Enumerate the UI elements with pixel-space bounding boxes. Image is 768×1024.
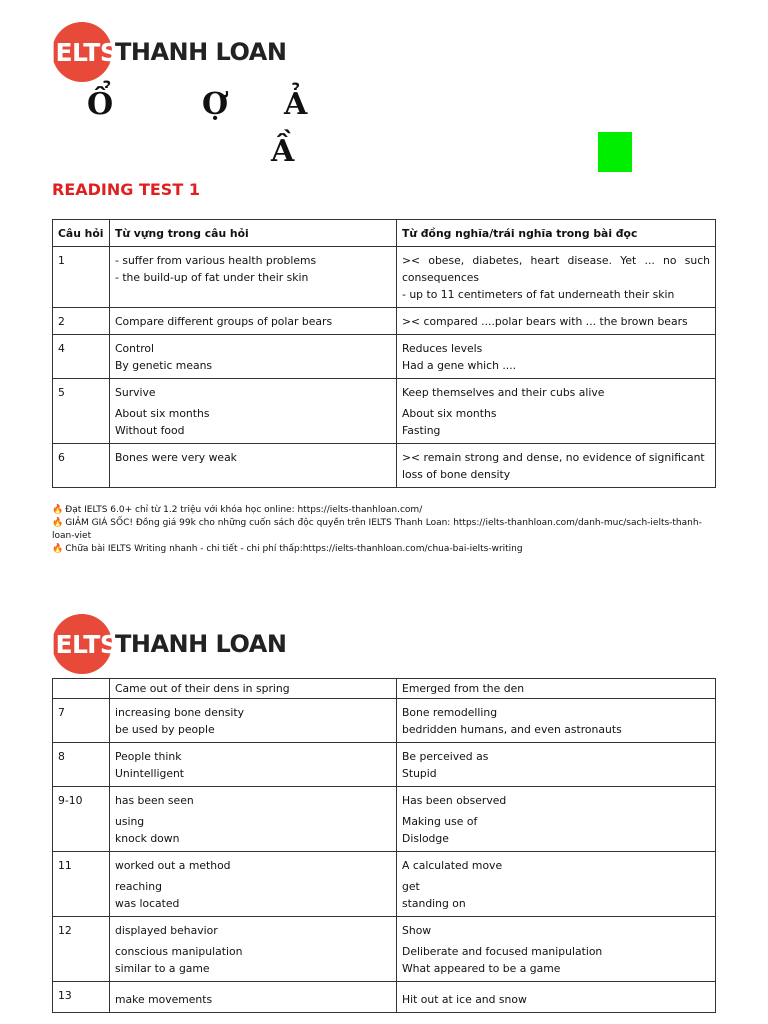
table-row xyxy=(53,743,716,787)
vocab-line: was located xyxy=(115,897,180,910)
vocab-line: be used by people xyxy=(115,723,215,736)
question-number: 11 xyxy=(53,852,110,917)
question-vocab xyxy=(110,679,397,699)
vocab-line: Without food xyxy=(115,424,185,437)
brand-logo xyxy=(46,22,287,82)
question-vocab xyxy=(110,308,397,335)
promo-course-link[interactable]: Đạt IELTS 6.0+ chỉ từ 1.2 triệu với khóa học online: https://ielts-thanhloan.com/ xyxy=(65,505,423,515)
vocab-table-2 xyxy=(52,678,716,1013)
synonym-line: Had a gene which .... xyxy=(402,359,517,372)
question-vocab xyxy=(110,917,397,982)
question-vocab xyxy=(110,852,397,917)
vocab-line: Compare different groups of polar bears xyxy=(115,315,333,328)
vocab-line: has been seen xyxy=(115,794,194,807)
question-vocab xyxy=(110,982,397,1013)
promo-line xyxy=(52,517,716,543)
vocab-line: increasing bone density xyxy=(115,706,244,719)
synonym-line: Emerged from the den xyxy=(402,682,525,695)
question-vocab xyxy=(110,787,397,852)
question-vocab xyxy=(110,743,397,787)
table-row xyxy=(53,247,716,308)
question-number: 8 xyxy=(53,743,110,787)
passage-synonyms xyxy=(397,852,716,917)
table-row xyxy=(53,444,716,488)
vocab-line: People think xyxy=(115,750,182,763)
flame-icon: 🔥 xyxy=(52,505,64,515)
passage-synonyms xyxy=(397,743,716,787)
header-question-vocab: Từ vựng trong câu hỏi xyxy=(110,220,397,247)
promo-line xyxy=(52,504,716,517)
question-number: 4 xyxy=(53,335,110,379)
passage-synonyms xyxy=(397,917,716,982)
header-glyph-3: Ả xyxy=(284,87,308,122)
promo-line xyxy=(52,543,716,556)
synonym-line: About six months xyxy=(402,407,497,420)
question-number: 5 xyxy=(53,379,110,444)
table-row xyxy=(53,679,716,699)
vocab-line: Control xyxy=(115,342,155,355)
passage-synonyms xyxy=(397,308,716,335)
table-row xyxy=(53,699,716,743)
vocab-line: reaching xyxy=(115,880,162,893)
vocab-line: About six months xyxy=(115,407,210,420)
brand-name: THANH LOAN xyxy=(115,38,287,66)
brand-badge: IELTS xyxy=(52,22,112,82)
vocab-line: By genetic means xyxy=(115,359,213,372)
question-vocab xyxy=(110,247,397,308)
vocab-table-1 xyxy=(52,219,716,488)
vocab-line: using xyxy=(115,815,145,828)
question-number: 9-10 xyxy=(53,787,110,852)
promo-writing-link[interactable]: Chữa bài IELTS Writing nhanh - chi tiết - chi phí thấp:https://ielts-thanhloan.com/chua-bai-ielts-writing xyxy=(65,544,523,554)
question-vocab xyxy=(110,379,397,444)
synonym-line: >< compared ....polar bears with ... the brown bears xyxy=(402,315,688,328)
vocab-line: knock down xyxy=(115,832,180,845)
vocab-line: - the build-up of fat under their skin xyxy=(115,271,309,284)
question-number: 2 xyxy=(53,308,110,335)
table-row xyxy=(53,335,716,379)
question-number: 6 xyxy=(53,444,110,488)
synonym-line: Bone remodelling xyxy=(402,706,498,719)
promo-books-link[interactable]: GIẢM GIÁ SỐC! Đồng giá 99k cho những cuốn sách độc quyền trên IELTS Thanh Loan: https://ielts-thanhloan.com/danh-muc/sach-ielts-thanh-loan-viet xyxy=(52,518,702,541)
green-block xyxy=(598,132,632,172)
synonym-line: bedridden humans, and even astronauts xyxy=(402,723,622,736)
synonym-line: standing on xyxy=(402,897,466,910)
flame-icon: 🔥 xyxy=(52,518,64,528)
vocab-line: - suffer from various health problems xyxy=(115,254,317,267)
vocab-line: conscious manipulation xyxy=(115,945,243,958)
passage-synonyms xyxy=(397,247,716,308)
synonym-line: A calculated move xyxy=(402,859,503,872)
passage-synonyms xyxy=(397,335,716,379)
question-vocab xyxy=(110,444,397,488)
header-glyph-4: Ầ xyxy=(271,134,295,169)
synonym-line: Hit out at ice and snow xyxy=(402,993,527,1006)
question-number: 7 xyxy=(53,699,110,743)
brand-badge: IELTS xyxy=(52,614,112,674)
synonym-line: Stupid xyxy=(402,767,437,780)
question-number xyxy=(53,679,110,699)
brand-name: THANH LOAN xyxy=(115,630,287,658)
synonym-line: Deliberate and focused manipulation xyxy=(402,945,603,958)
question-number: 12 xyxy=(53,917,110,982)
passage-synonyms xyxy=(397,787,716,852)
synonym-line: Dislodge xyxy=(402,832,449,845)
synonym-line: Making use of xyxy=(402,815,478,828)
synonym-line: What appeared to be a game xyxy=(402,962,561,975)
synonym-line: >< remain strong and dense, no evidence of significant loss of bone density xyxy=(402,451,705,481)
vocab-line: Bones were very weak xyxy=(115,451,237,464)
question-vocab xyxy=(110,699,397,743)
table-header-row xyxy=(53,220,716,247)
brand-logo xyxy=(46,614,287,674)
synonym-line: Show xyxy=(402,924,432,937)
table-row xyxy=(53,308,716,335)
synonym-line: - up to 11 centimeters of fat underneath their skin xyxy=(402,288,675,301)
vocab-line: make movements xyxy=(115,993,213,1006)
header-synonym: Từ đồng nghĩa/trái nghĩa trong bài đọc xyxy=(397,220,716,247)
synonym-line: Fasting xyxy=(402,424,441,437)
question-number: 13 xyxy=(53,982,110,1013)
passage-synonyms xyxy=(397,379,716,444)
table-row xyxy=(53,787,716,852)
vocab-line: Came out of their dens in spring xyxy=(115,682,290,695)
header-glyph-2: Ợ xyxy=(202,87,229,122)
passage-synonyms xyxy=(397,444,716,488)
synonym-line: Keep themselves and their cubs alive xyxy=(402,386,605,399)
synonym-line: Has been observed xyxy=(402,794,507,807)
flame-icon: 🔥 xyxy=(52,544,64,554)
passage-synonyms xyxy=(397,699,716,743)
table-row xyxy=(53,917,716,982)
vocab-line: displayed behavior xyxy=(115,924,218,937)
synonym-line: Be perceived as xyxy=(402,750,489,763)
vocab-line: Unintelligent xyxy=(115,767,185,780)
table-row xyxy=(53,982,716,1013)
synonym-line: Reduces levels xyxy=(402,342,483,355)
synonym-line: get xyxy=(402,880,420,893)
passage-synonyms xyxy=(397,679,716,699)
header-question: Câu hỏi xyxy=(53,220,110,247)
header-glyph-1: Ổ xyxy=(87,87,114,122)
table-row xyxy=(53,379,716,444)
table-row xyxy=(53,852,716,917)
vocab-line: Survive xyxy=(115,386,156,399)
vocab-line: worked out a method xyxy=(115,859,231,872)
vocab-line: similar to a game xyxy=(115,962,210,975)
question-vocab xyxy=(110,335,397,379)
synonym-line: >< obese, diabetes, heart disease. Yet ... no such consequences xyxy=(402,254,710,284)
question-number: 1 xyxy=(53,247,110,308)
promo-notes xyxy=(52,504,716,556)
section-title: READING TEST 1 xyxy=(52,180,200,199)
passage-synonyms xyxy=(397,982,716,1013)
